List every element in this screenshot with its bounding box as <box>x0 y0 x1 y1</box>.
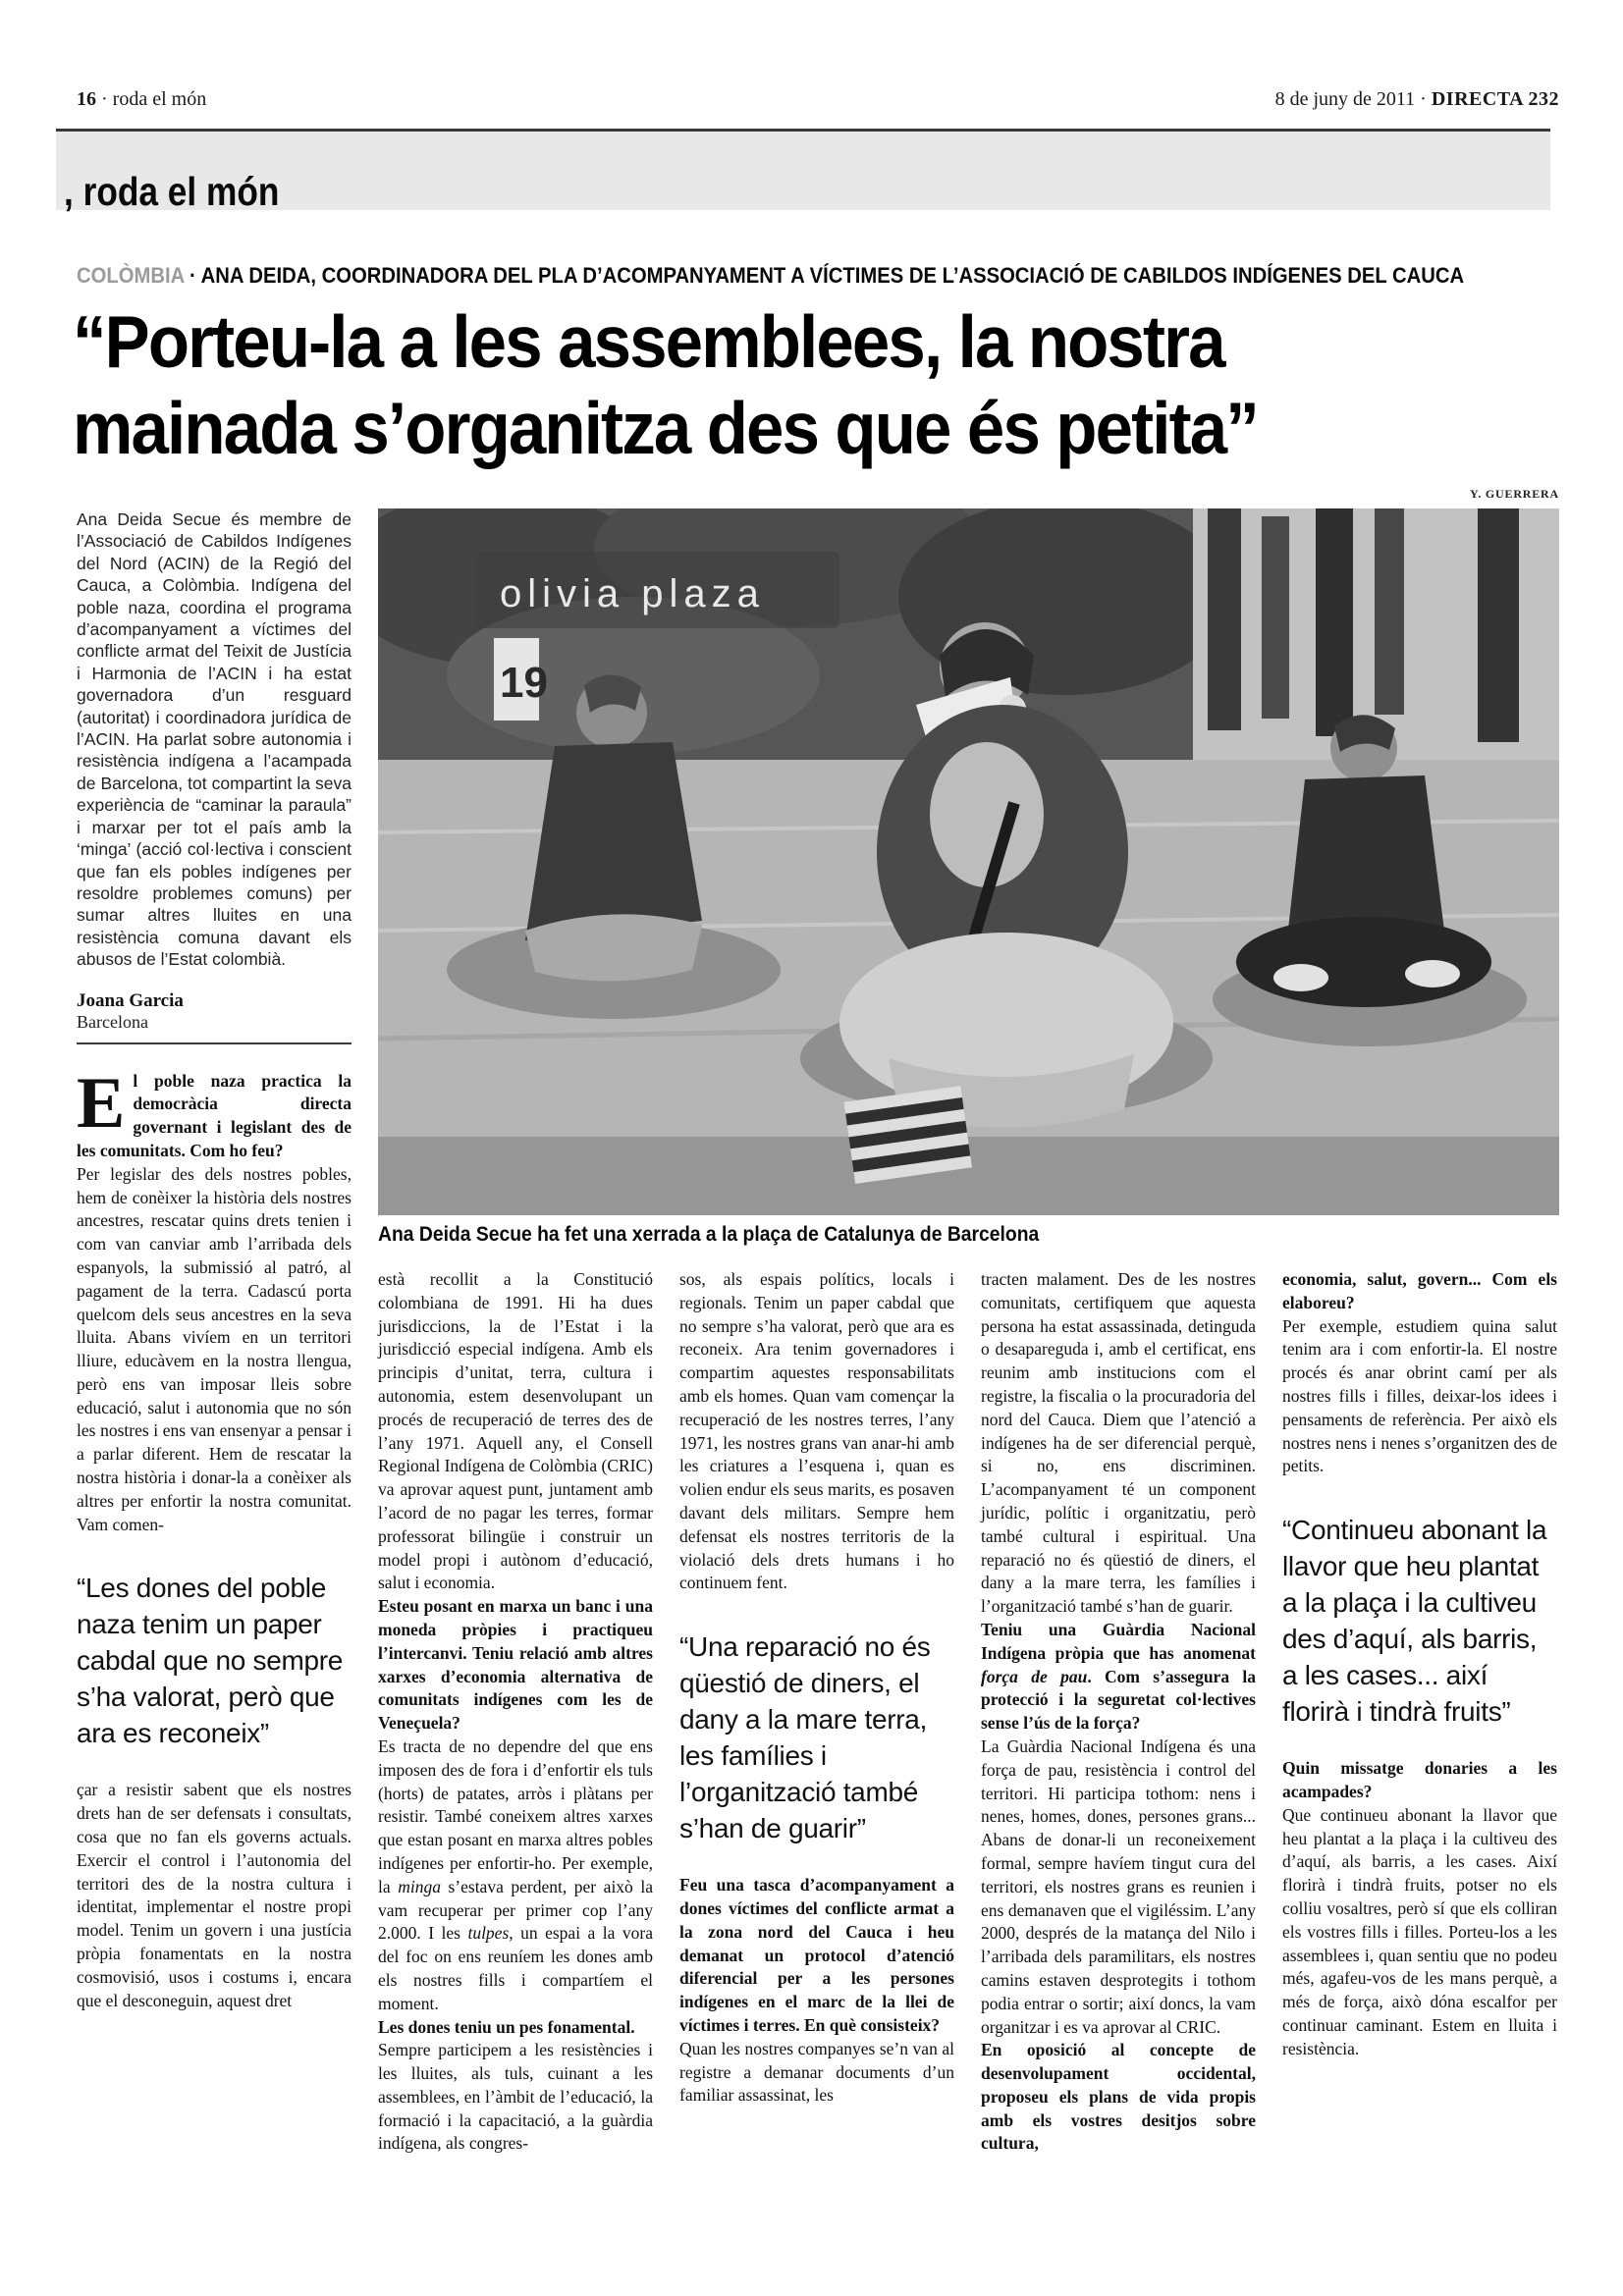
kicker-separator: · <box>184 263 201 288</box>
question-3: Les dones teniu un pes fonamental. <box>378 2016 635 2037</box>
question-7: Quin missatge donaries a les acampades? <box>1282 1758 1557 1801</box>
question-4: Feu una tasca d’acompanyament a dones víctimes del conflicte armat a la zona nord del Cauca i heu demanat un protocol d’atenció diferencial per a les persones indígenes en el marc de la llei de víctimes i terres. En què consisteix? <box>679 1875 954 2035</box>
standing-crowd <box>1208 508 1241 730</box>
publication-name: DIRECTA 232 <box>1431 88 1559 110</box>
headline <box>73 298 1585 471</box>
question-2: Esteu posant en marxa un banc i una moneda pròpies i practiqueu l’intercanvi. Teniu relació amb altres xarxes d’economia alternativa de comunitats indígenes com les de Veneçuela? <box>378 1596 653 1734</box>
column-5 <box>1282 1268 1557 2061</box>
answer-4-part1: Quan les nostres companyes se’n van al registre a demanar documents d’un familiar assassinat, les <box>679 2038 954 2106</box>
folio-section: roda el món <box>112 88 207 110</box>
kicker-text: ANA DEIDA, COORDINADORA DEL PLA D’ACOMPANYAMENT A VÍCTIMES DE L’ASSOCIACIÓ DE CABILDOS INDÍGENES DEL CAUCA <box>200 263 1465 288</box>
drop-cap: E <box>77 1062 126 1144</box>
byline <box>77 990 352 1033</box>
folio-right <box>1275 88 1559 111</box>
page-number: 16 <box>77 88 96 110</box>
intro-paragraph: Ana Deida Secue és membre de l’Associació de Cabildos Indígenes del Nord (ACIN) de la Regió del Cauca, a Colòmbia. Indígena del poble naza, coordina el programa d’acompanyament a víctimes del conflicte armat del Teixit de Justícia i Harmonia de l’ACIN i ha estat governadora d’un resguard (autoritat) i coordinadora jurídica de l’ACIN. Ha parlat sobre autonomia i resistència indígena a l’acampada de Barcelona, tot compartint la seva experiència de “caminar la paraula” i marxar per tot el país amb la ‘minga’ (acció col·lectiva i conscient que fan els pobles indígenes per resoldre problemes comuns) per sumar altres lluites en una resistència comuna davant els abusos de l’Estat colombià. <box>77 509 352 970</box>
headline-line1: “Porteu-la a les assemblees, la nostra <box>73 300 1224 383</box>
answer-7: Que continueu abonant la llavor que heu plantat a la plaça i la cultiveu des d’aquí, als barris, a les cases. Així florirà i tindrà fruits, potser no els colliu vosaltres, però sí que els colliran els vostres fills i filles. Porteu-los a les assemblees i, quan sentiu que no podeu més, agafeu-vos de les mans perquè, a més de força, això dóna escalfor per continuar caminant. Estem en lluita i resistència. <box>1282 1804 1557 2058</box>
section-banner <box>56 132 1550 214</box>
column-3 <box>679 1268 954 2108</box>
answer-1-part2: çar a resistir sabent que els nostres drets han de ser defensats i consultats, cosa que no fan els governs actuals. Exercir el control i l’autonomia del territori des de la nostra cultura i identitat, implementar el nostre propi model. Tenim un govern i una justícia pròpia fonamentats en la nostra cosmovisió, usos i costums i, encara que el desconeguin, aquest dret <box>77 1780 352 2010</box>
answer-4-part2: tracten malament. Des de les nostres comunitats, certifiquem que aquesta persona ha estat assassinada, detinguda o desapareguda i, amb el certificat, ens reunim amb institucions com el registre, la fiscalia o la procuradoria del nord del Cauca. Diem que l’atenció a indígenes ha de ser diferencial perquè, si no, ens discriminen. L’acompanyament té un component jurídic, polític i organitzatiu, però també cultural i espiritual. Una reparació no és qüestió de diners, el dany a la mare terra, les famílies i l’organització també s’han de guarir. <box>981 1269 1256 1617</box>
answer-3-part2: sos, als espais polítics, locals i regionals. Tenim un paper cabdal que no sempre s’ha valorat, però que ara es reconeix. Ara tenim governadores i compartim aquestes responsabilitats amb els homes. Quan vam començar la recuperació de les nostres terres, l’any 1971, les nostres grans van anar-hi amb les criatures a l’esquena i, quan es volien endur els seus marits, es posaven davant dels militars. Sempre hem defensat els nostres territoris de la violació dels drets humans i ho continuem fent. <box>679 1269 954 1593</box>
date-separator: · <box>1415 88 1432 110</box>
question-6-part2: economia, salut, govern... Com els elaboreu? <box>1282 1269 1557 1312</box>
plaza-sign-text: olivia plaza <box>500 572 765 615</box>
photo-credit: Y. GUERRERA <box>1469 487 1559 501</box>
answer-1-part1: Per legislar des dels nostres pobles, hem de conèixer la història dels nostres ancestres, rescatar quins drets tenien i com van canviar amb l’arribada dels espanyols, la submissió al patró, al pagament de la terra. Cadascú porta quelcom dels seus ancestres en la seva lluita. Abans vivíem en un territori lliure, educàvem en la nostra llengua, però ens van imposar lleis sobre educació, salut i autonomia que no són les nostres i ens van ensenyar a pensar i a parlar diferent. Hem de rescatar la nostra història i donar-la a conèixer als altres per enfortir la nostra comunitat. Vam comen- <box>77 1163 352 1534</box>
byline-place: Barcelona <box>77 1011 148 1032</box>
kicker-location: COLÒMBIA <box>77 263 185 288</box>
pull-quote-3: “Continueu abonant la llavor que heu plantat a la plaça i la cultiveu des d’aquí, als barris, a les cases... així florirà i tindrà fruits” <box>1282 1515 1547 1728</box>
article-photo <box>378 508 1559 1215</box>
issue-date: 8 de juny de 2011 <box>1274 88 1416 110</box>
striped-bag <box>843 1086 972 1184</box>
question-1: El poble naza practica la democràcia directa governant i legislant des de les comunitats. Com ho feu? <box>77 1062 352 1160</box>
answer-3-part1: Sempre participem a les resistències i les lluites, als tuls, cuinant a les assemblees, en l’àmbit de l’educació, la formació i la capacitació, a la guàrdia indígena, als congres- <box>378 2040 653 2154</box>
folio-left <box>77 88 206 111</box>
photo-caption: Ana Deida Secue ha fet una xerrada a la plaça de Catalunya de Barcelona <box>378 1223 1040 1246</box>
column-4 <box>981 1268 1256 2156</box>
answer-6: Per exemple, estudiem quina salut tenim ara i com enfortir-la. El nostre procés és anar obrint camí per als nostres fills i filles, deixar-los idees i pensaments de referència. Per això els nostres nens i nenes s’organitzen des de petits. <box>1282 1315 1557 1476</box>
answer-2: Es tracta de no dependre del que ens imposen des de fora i d’enfortir els tuls (horts) de patates, arròs i plàtans per resistir. També coneixem altres xarxes que estan posant en marxa altres pobles indígenes per enfortir-ho. Per exemple, la minga s’estava perdent, per això la vam recuperar per primer cop l’any 2.000. I les tulpes, un espai a la vora del foc on ens reuníem les dones amb els nostres fills i compartíem el moment. <box>378 1735 653 2013</box>
byline-author: Joana Garcia <box>77 989 184 1011</box>
byline-rule <box>77 1042 352 1044</box>
answer-5: La Guàrdia Nacional Indígena és una força de pau, resistència i control del territori. Hi participa tothom: nens i nenes, homes, dones, persones grans... Abans de donar-li un reconeixement formal, sempre havíem tingut cura del territori, els nostres grans es reunien i ens demanaven que el vigiléssim. L’any 2000, després de la matança del Nilo i l’arribada dels paramilitars, els nostres camins estaven desprotegits i tothom podia entrar o sortir; així doncs, la vam organitzar i es va aprovar al CRIC. <box>981 1735 1256 2037</box>
number-sign-text: 19 <box>500 659 548 707</box>
folio-bar <box>77 88 1559 111</box>
section-banner-label: , roda el món <box>64 169 280 214</box>
column-1 <box>77 508 352 2012</box>
pull-quote-1: “Les dones del poble naza tenim un paper cabdal que no sempre s’ha valorat, però que ara es reconeix” <box>77 1573 344 1749</box>
article-photo-illustration <box>378 508 1559 1215</box>
folio-separator: · <box>96 88 113 110</box>
pull-quote-2: “Una reparació no és qüestió de diners, el dany a la mare terra, les famílies i l’organització també s’han de guarir” <box>679 1631 931 1844</box>
headline-line2: mainada s’organitza des que és petita” <box>73 387 1258 469</box>
column-2 <box>378 1268 653 2156</box>
question-6-part1: En oposició al concepte de desenvolupament occidental, proposeu els plans de vida propis amb els vostres desitjos sobre cultura, <box>981 2040 1256 2154</box>
kicker <box>77 263 1585 289</box>
question-5: Teniu una Guàrdia Nacional Indígena pròpia que has anomenat força de pau. Com s’assegura la protecció i la seguretat col·lectives sense l’ús de la força? <box>981 1619 1257 1734</box>
answer-1-part3: està recollit a la Constitució colombiana de 1991. Hi ha dues jurisdiccions, la de l’Estat i la jurisdicció especial indígena. Amb els principis d’unitat, terra, cultura i autonomia, estem desenvolupant un procés de recuperació de terres des de l’any 1971. Aquell any, el Consell Regional Indígena de Colòmbia (CRIC) va aprovar aquest punt, juntament amb l’acord de no pagar les terres, formar professorat bilingüe i construir un model propi i autònom d’educació, salut i economia. <box>378 1269 653 1593</box>
